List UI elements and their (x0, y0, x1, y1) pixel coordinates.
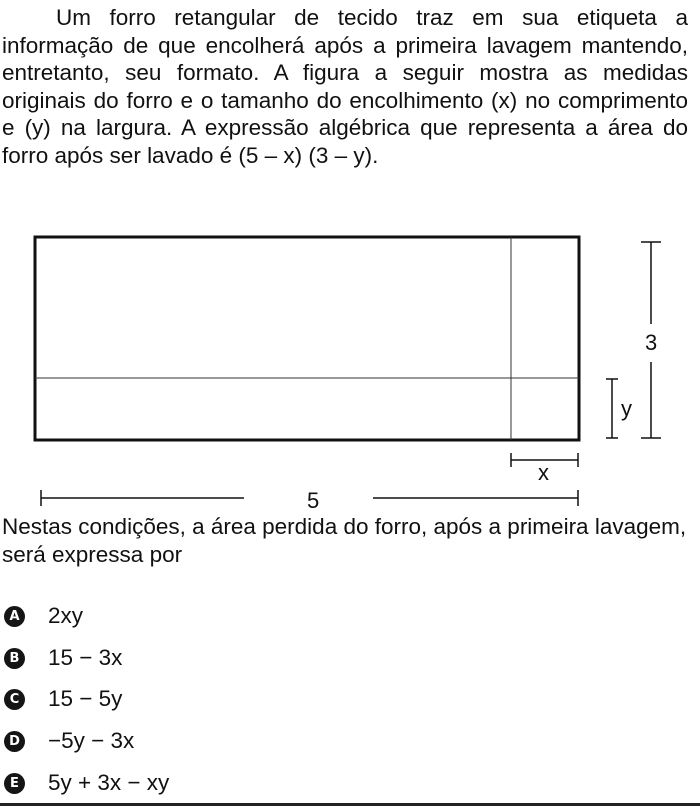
bottom-divider (0, 803, 700, 806)
option-e[interactable] (0, 765, 700, 807)
dim-3-label: 3 (645, 330, 658, 355)
option-c-letter-badge: C (4, 689, 25, 710)
option-d-letter-badge: D (4, 731, 25, 752)
option-a[interactable] (0, 598, 700, 640)
dim-x-label: x (538, 460, 549, 485)
question-statement: Um forro retangular de tecido traz em sua etiqueta a informação de que encolherá após a primeira lavagem mantendo, entretanto, seu formato. A figura a seguir mostra as medidas originais do forro e o tamanho do encolhimento (x) no comprimento e (y) na largura. A expressão algébrica que representa a área do forro após ser lavado é (5 – x) (3 – y). (2, 5, 688, 168)
option-d-text: −5y − 3x (48, 728, 135, 754)
dim-5-label: 5 (307, 488, 320, 513)
option-e-letter-badge: E (4, 773, 25, 794)
question-prompt: Nestas condições, a área perdida do forro, após a primeira lavagem, será expressa por (2, 514, 687, 567)
option-e-text: 5y + 3x − xy (48, 769, 170, 795)
option-a-text: 2xy (48, 603, 84, 628)
option-d[interactable] (0, 723, 700, 765)
option-c[interactable] (0, 681, 700, 723)
answer-options (0, 598, 700, 806)
option-a-letter-badge: A (4, 606, 25, 627)
fabric-diagram-svg (0, 226, 700, 516)
option-b[interactable] (0, 640, 700, 682)
option-c-text: 15 − 5y (48, 686, 123, 712)
dim-y-label: y (621, 396, 632, 421)
fabric-diagram (0, 226, 700, 516)
option-b-letter-badge: B (4, 648, 25, 669)
option-b-text: 15 − 3x (48, 644, 123, 670)
fabric-outer-rect (35, 237, 579, 440)
